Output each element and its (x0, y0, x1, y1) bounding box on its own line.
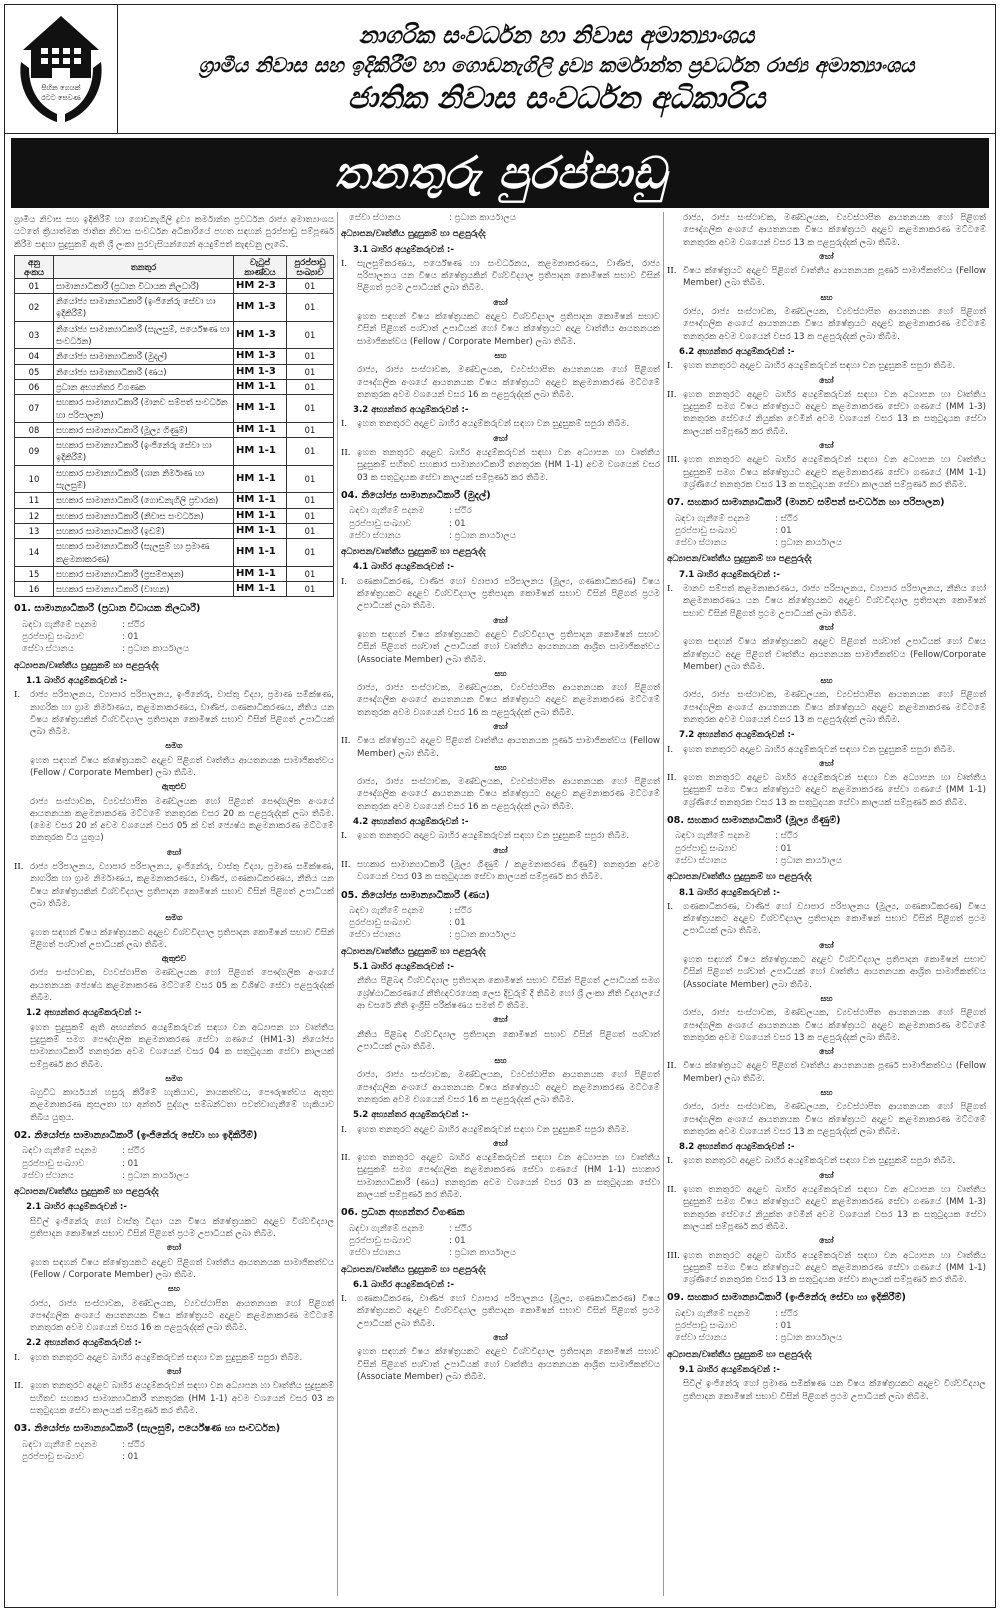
table-row (15, 395, 334, 423)
row-number: 09 (15, 438, 54, 466)
post-name: නියෝජ්‍ය සාමාන්‍යාධිකාරී (ණය) (54, 364, 234, 379)
vacancy-count: 01 (287, 395, 334, 423)
vacancy-count: 01 (287, 465, 334, 493)
post-name: නියෝජ්‍ය සාමාන්‍යාධිකාරී (සැලසුම්, පර්යේෂණ හා සංවර්ධන) (54, 321, 234, 349)
logo-text: සිහින ගෙයක් (41, 84, 81, 92)
vacancy-count: 01 (287, 278, 334, 293)
vacancy-count: 01 (287, 321, 334, 349)
titles (118, 5, 995, 133)
table-row (15, 379, 334, 394)
info-row: පුරප්පාඩු සංඛ්‍යාව : 01 (22, 632, 139, 643)
section-08-title: 08. සහකාර සාමාන්‍යාධිකාරී (මූල්‍ය ගිණුම්) (667, 815, 841, 827)
table-row (15, 465, 334, 493)
info-row: බඳවා ගැනීමේ පදනම : ස්ථිර (22, 619, 145, 630)
section-07-title: 07. සහකාර සාමාන්‍යාධිකාරී (මානව සම්පත් සංවර්ධන හා පරිපාලන) (667, 497, 945, 509)
column-2: සේවා ස්ථානය : ප්‍රධාන කාර්යාලය අධ්‍යාපන/වෘත්තීය සුදුසුකම් හා පළපුරුද්ද 3.1 බාහිර අයදුම්කරුවන් :- I. සැලසුම්කරණය, පර්යේෂණ හා සංවර්ධනය, කළමනාකරණය, වාණිජ, රාජ්‍ය පරිපාලනය යන විෂය ක්ෂේත්‍රයකින් විශ්වවිද්‍යාල ප්‍රතිපාදන කොමිෂන් සභාව විසින් පිළිගත් ප්‍රථම උපාධියක් ලබා තිබීම. හෝ ඉහත සඳහන් විෂය ක්ෂේත්‍රයකට අදාළව විශ්වවිද්‍යාල ප්‍රතිපාදන කොමිෂන් සභාව විසින් පිළිගත් පශ්චාත් උපාධියක් හෝ විෂය ක්ෂේත්‍රයට අදාළ වෘත්තීය ආයතනයක සාමාජිකත්වය (Fellow / Corporate Member) ලබා තිබීම. සහ රාජ්‍ය, රාජ්‍ය සංස්ථාවක, මණ්ඩලයක, ව්‍යවස්ථාපිත ආයතනයක හෝ පිළිගත් පෞද්ගලික අංශයේ ආයතනයක විෂය ක්ෂේත්‍රයට අදාළව කළමනාකරණ මට්ටමේ තනතුරක අවම වශයෙන් වසර 16 ක පළපුරුද්දක් ලබා තිබීම. 3.2 අභ්‍යන්තර අයදුම්කරුවන් :- I. ඉහත තනතුරට අදාළව බාහිර අයදුම්කරුවන් සඳහා වන සුදුසුකම් සපුරා තිබීම. හෝ II. ඉහත තනතුරට අදාළව බාහිර අයදුම්කරුවන් සඳහා වන අධ්‍යාපන හා වෘත්තීය සුදුසුකම් සහිතව සහකාර සාමාන්‍යාධිකාරී තනතුරක (HM 1-1) අවම වශයෙන් වසර 03 ක සතුටුදායක සේවා කාලයක් සම්පූර්ණ කර තිබීම. 04. නියෝජ්‍ය සාමාන්‍යාධිකාරී (මුදල්) බඳවා ගැනීමේ පදනම : ස්ථිර පුරප්පාඩු සංඛ්‍යාව : 01 සේවා ස්ථානය : ප්‍රධාන කාර්යාලය අධ්‍යාපන/වෘත්තීය සුදුසුකම් හා පළපුරුද්ද 4.1 බාහිර අයදුම්කරුවන් :- I. ගණකාධිකරණ, වාණිජ හෝ ව්‍යාපාර පරිපාලනය (මූල්‍ය, ගණකාධිකරණ) විෂය ක්ෂේත්‍රයකට අදාළව විශ්වවිද්‍යාල ප්‍රතිපාදන කොමිෂන් සභාව විසින් පිළිගත් ප්‍රථම උපාධියක් ලබා තිබීම. හෝ ඉහත සඳහන් විෂය ක්ෂේත්‍රයකට අදාළව විශ්වවිද්‍යාල ප්‍රතිපාදන කොමිෂන් සභාව විසින් පිළිගත් පශ්චාත් උපාධියක් හෝ වෘත්තීය ආයතනයක ආශ්‍රිත සාමාජිකත්වය (Associate Member) ලබා තිබීම. සහ රාජ්‍ය, රාජ්‍ය සංස්ථාවක, මණ්ඩලයක, ව්‍යවස්ථාපිත ආයතනයක හෝ පිළිගත් පෞද්ගලික අංශයේ ආයතනයක විෂය ක්ෂේත්‍රයට අදාළව කළමනාකරණ මට්ටමේ තනතුරක අවම වශයෙන් වසර 16 ක පළපුරුද්දක් ලබා තිබීම. හෝ II. විෂය ක්ෂේත්‍රයට අදාළව පිළිගත් වෘත්තීය ආයතනයක පූර්ණ සාමාජිකත්වය (Fellow Member) ලබා තිබීම. සහ රාජ්‍ය, රාජ්‍ය සංස්ථාවක, මණ්ඩලයක, ව්‍යවස්ථාපිත ආයතනයක හෝ පිළිගත් පෞද්ගලික අංශයේ ආයතනයක විෂය ක්ෂේත්‍රයට අදාළව කළමනාකරණ මට්ටමේ තනතුරක අවම වශයෙන් වසර 16 ක පළපුරුද්දක් ලබා තිබීම. 4.2 අභ්‍යන්තර අයදුම්කරුවන් :- I. ඉහත තනතුරට අදාළව බාහිර අයදුම්කරුවන් සඳහා වන සුදුසුකම් සපුරා තිබීම. හෝ II. සහකාර සාමාන්‍යාධිකාරී (මූල්‍ය ගිණුම් / කළමනාකරණ ගිණුම්) තනතුරක අවම වශයෙන් වසර 03 ක සතුටුදායක සේවා කාලයක් සම්පූර්ණ කර තිබීම. 05. නියෝජ්‍ය සාමාන්‍යාධිකාරී (ණය) බඳවා ගැනීමේ පදනම : ස්ථිර පුරප්පාඩු සංඛ්‍යාව : 01 සේවා ස්ථානය : ප්‍රධාන කාර්යාලය අධ්‍යාපන/වෘත්තීය සුදුසුකම් හා පළපුරුද්ද 5.1 බාහිර අයදුම්කරුවන් :- නීතිය පිළිබඳ විශ්වවිද්‍යාල ප්‍රතිපාදන කොමිෂන් සභාව විසින් පිළිගත් උපාධියක් සමග ශ්‍රේෂ්ඨාධිකරණයේ නීතිඥවරයෙකු ලෙස දිවුරුම් දී තිබීම හෝ ශ්‍රී ලංකා නීති විද්‍යාලයේ ආ වසරේ නීති ඉංග්‍රීසි පරීක්ෂණය සමත් වී තිබීම. හෝ නීතිය පිළිබඳ විශ්වවිද්‍යාල ප්‍රතිපාදන කොමිෂන් සභාව විසින් පිළිගත් පශ්චාත් උපාධියක් ලබා තිබීම. සහ රාජ්‍ය, රාජ්‍ය සංස්ථාවක, මණ්ඩලයක, ව්‍යවස්ථාපිත ආයතනයක හෝ පිළිගත් පෞද්ගලික අංශයේ ආයතනයක විෂය ක්ෂේත්‍රයට අදාළව කළමනාකරණ මට්ටමේ තනතුරක අවම වශයෙන් වසර 16 ක පළපුරුද්දක් ලබා තිබීම. 5.2 අභ්‍යන්තර අයදුම්කරුවන් :- I. ඉහත තනතුරට අදාළව බාහිර අයදුම්කරුවන් සඳහා වන සුදුසුකම් සපුරා තිබීම. හෝ II. ඉහත තනතුරට අදාළව බාහිර අයදුම්කරුවන් සඳහා වන අධ්‍යාපන හා වෘත්තීය සුදුසුකම් සමග පෞද්ගලික කළමනාකරණ සේවා ගණයේ (HM 1-1) සහකාර සාමාන්‍යාධිකාරී (ණය) තනතුරක අවම වශයෙන් වසර 03 ක සතුටුදායක සේවා කාලයක් සම්පූර්ණ කර තිබීම. 06. ප්‍රධාන අභ්‍යන්තර විගණක බඳවා ගැනීමේ පදනම : ස්ථිර පුරප්පාඩු සංඛ්‍යාව : 01 සේවා ස්ථානය : ප්‍රධාන කාර්යාලය අධ්‍යාපන/වෘත්තීය සුදුසුකම් හා පළපුරුද්ද 6.1 බාහිර අයදුම්කරුවන් :- I. ගණකාධිකරණ, වාණිජ හෝ ව්‍යාපාර පරිපාලනය (මූල්‍ය, ගණකාධිකරණ) විෂය ක්ෂේත්‍රයකට අදාළව විශ්වවිද්‍යාල ප්‍රතිපාදන කොමිෂන් සභාව විසින් පිළිගත් ප්‍රථම උපාධියක් ලබා තිබීම. හෝ ඉහත සඳහන් විෂය ක්ෂේත්‍රයකට අදාළව විශ්වවිද්‍යාල ප්‍රතිපාදන කොමිෂන් සභාව විසින් පිළිගත් පශ්චාත් උපාධියක් හෝ වෘත්තීය ආයතනයක ආශ්‍රිත සාමාජිකත්වය (Associate Member) ලබා තිබීම. (337, 212, 663, 1596)
table-row (15, 493, 334, 508)
vacancies-banner: තනතුරු පුරප්පාඩු (11, 138, 989, 208)
row-number: 03 (15, 321, 54, 349)
vacancy-count: 01 (287, 582, 334, 597)
row-number: 11 (15, 493, 54, 508)
svg-text:රටට සෙවණ: රටට සෙවණ (41, 94, 81, 102)
logo (5, 5, 118, 133)
post-name: නියෝජ්‍ය සාමාන්‍යාධිකාරී (ඉංජිනේරු සේවා හා ඉදිකිරීම්) (54, 294, 234, 322)
table-row (15, 566, 334, 581)
salary-grade: HM 1-1 (234, 566, 287, 581)
vacancy-count: 01 (287, 364, 334, 379)
table-row (15, 349, 334, 364)
vacancy-count: 01 (287, 349, 334, 364)
column-1: ග්‍රාමීය නිවාස සහ ඉදිකිරීම් හා ගොඩනැගිලි ද්‍රව්‍ය කර්මාන්ත ප්‍රවර්ධන රාජ්‍ය අමාත්‍යාංශය යටතේ ක්‍රියාත්මක ජාතික නිවාස සංවර්ධන අධිකාරියේ පහත සඳහන් පුරප්පාඩු සම්පූර්ණ කිරීම සඳහා සුදුසුකම් ඇති ශ්‍රී ලංකා පුරවැසියන්ගෙන් අයදුම්පත් කැඳවනු ලැබේ. අනු අංකය තනතුර වැටුප් කාණ්ඩය පුරප්පාඩු සංඛ්‍යාව 01 සාමාන්‍යාධිකාරී (ප්‍රධාන විධායක නිලධාරී) HM 2-3 01 02 නියෝජ්‍ය සාමාන්‍යාධිකාරී (ඉංජිනේරු සේවා හා ඉදිකිරීම්) HM 1-3 01 03 නියෝජ්‍ය සාමාන්‍යාධිකාරී (සැලසුම්, පර්යේෂණ හා සංවර්ධන) HM 1-3 01 04 නියෝජ්‍ය සාමාන්‍යාධිකාරී (මුදල්) HM 1-3 01 05 නියෝජ්‍ය සාමාන්‍යාධිකාරී (ණය) HM 1-3 01 06 ප්‍රධාන අභ්‍යන්තර විගණක HM 1-1 01 07 සහකාර සාමාන්‍යාධිකාරී (මානව සම්පත් සංවර්ධන හා පරිපාලන) HM 1-1 01 08 සහකාර සාමාන්‍යාධිකාරී (මූල්‍ය ගිණුම්) HM 1-1 01 09 සහකාර සාමාන්‍යාධිකාරී (ඉංජිනේරු සේවා හා ඉදිකිරීම්) HM 1-1 01 10 සහකාර සාමාන්‍යාධිකාරී (ශාන නිර්මාණ හා සැලසුම්) HM 1-1 01 11 සහකාර සාමාන්‍යාධිකාරී (ගොඩනැගිලි ප්‍රචාරක) HM 1-1 01 12 සහකාර සාමාන්‍යාධිකාරී (නිවාස සංවර්ධන) HM 1-1 01 13 සහකාර සාමාන්‍යාධිකාරී (ඉඩම්) HM 1-1 01 14 සහකාර සාමාන්‍යාධිකාරී (සැලසුම් හා ප්‍රමාණ කළමනාකරණ) HM 1-1 01 15 සහකාර සාමාන්‍යාධිකාරී (ප්‍රසම්පාදන) HM 1-1 01 16 සහකාර සාමාන්‍යාධිකාරී (වාහන) HM 1-1 01 01. සාමාන්‍යාධිකාරී (ප්‍රධාන විධායක නිලධාරී) බඳවා ගැනීමේ පදනම : ස්ථිර පුරප්පාඩු සංඛ්‍යාව : 01 සේවා ස්ථානය : ප්‍රධාන කාර්යාලය අධ්‍යාපන/වෘත්තීය සුදුසුකම් හා පළපුරුද්ද 1.1 බාහිර අයදුම්කරුවන් :- I. රාජ්‍ය පරිපාලනය, ව්‍යාපාර පරිපාලනය, ඉංජිනේරු, වාස්තු විද්‍යා, ප්‍රමාණ සමීක්ෂණ, නාගරික හා ග්‍රාම නිර්මාණය, කළමනාකරණය, වාණිජ, ගණකාධිකරණය, නීතිය යන විෂය ක්ෂේත්‍රයකින් විශ්වවිද්‍යාල ප්‍රතිපාදන කොමිෂන් සභාව විසින් පිළිගත් උපාධියක් ලබා තිබීම. සමග ඉහත සඳහන් විෂය ක්ෂේත්‍රයකට අදාළව පිළිගත් වෘත්තීය ආයතනයක සාමාජිකත්වය (Fellow / Corporate Member) ලබා තිබීම. ඇතුළුව රාජ්‍ය සංස්ථාවක, ව්‍යවස්ථාපිත මණ්ඩලයක හෝ පිළිගත් පෞද්ගලික අංශයේ ආයතනයක කළමනාකරණ මට්ටමේ තනතුරක වසර 20 ක පළපුරුද්දක් ලබා තිබීම. (මෙම වසර 20 න් අවම වශයෙන් වසර 05 ක් වත් ජ්‍යෙෂ්ඨ කළමනාකරණ මට්ටමේ තනතුරක විය යුතුය) හෝ II. රාජ්‍ය පරිපාලනය, ව්‍යාපාර පරිපාලනය, ඉංජිනේරු, වාස්තු විද්‍යා, ප්‍රමාණ සමීක්ෂණ, නාගරික හා ග්‍රාම නිර්මාණය, කළමනාකරණය, වාණිජ, ගණකාධිකරණය, නීතිය යන විෂය ක්ෂේත්‍රයකින් විශ්වවිද්‍යාල ප්‍රතිපාදන කොමිෂන් සභාව විසින් පිළිගත් උපාධියක් ලබා තිබීම. සමග ඉහත සඳහන් විෂය ක්ෂේත්‍රයකට අදාළව විශ්වවිද්‍යාල ප්‍රතිපාදන කොමිෂන් සභාව විසින් පිළිගත් පශ්චාත් උපාධියක් ලබා තිබීම. ඇතුළුව රාජ්‍ය සංස්ථාවක, ව්‍යවස්ථාපිත මණ්ඩලයක හෝ පිළිගත් පෞද්ගලික අංශයේ ආයතනයක ජ්‍යෙෂ්ඨ කළමනාකරණ මට්ටමේ වසර 05 ක විශිෂ්ට සේවා පළපුරුද්දක් තිබීම. 1.2 අභ්‍යන්තර අයදුම්කරුවන් :- ඉහත සුදුසුකම් ඇති අභ්‍යන්තර අයදුම්කරුවන් සඳහා වන අධ්‍යාපන හා වෘත්තීය සුදුසුකම් සමග පෞද්ගලික කළමනාකරණ සේවා ගණයේ (HM1-3) නියෝජ්‍ය සාමාන්‍යාධිකාරී තනතුරක අවම වශයෙන් වසර 04 ක සතුටුදායක සේවා කාලයක් සම්පූර්ණ කර තිබීම. සමග බහුවිධ කාර්යයන් හසුරු කිරීමේ හැකියාව, නායකත්වය, පෞරුෂත්වය ඇතුළු කළමනාකරණ කුසලතා හා අන්තර් පුද්ගල සම්බන්ධතා පවත්වාගැනීමේ හැකියාව තිබිය යුතුය. 02. නියෝජ්‍ය සාමාන්‍යාධිකාරී (ඉංජිනේරු සේවා හා ඉදිකිරීම්) බඳවා ගැනීමේ පදනම : ස්ථිර පුරප්පාඩු සංඛ්‍යාව : 01 සේවා ස්ථානය : ප්‍රධාන කාර්යාලය අධ්‍යාපන/වෘත්තීය සුදුසුකම් හා පළපුරුද්ද 2.1 බාහිර අයදුම්කරුවන් :- සිවිල් ඉංජිනේරු හෝ වාස්තු විද්‍යා යන විෂය ක්ෂේත්‍රයකට අදාළව විශ්වවිද්‍යාල ප්‍රතිපාදන කොමිෂන් සභාව විසින් පිළිගත් ප්‍රථම උපාධියක් ලබා තිබීම. හෝ ඉහත සඳහන් විෂය ක්ෂේත්‍රයකට අදාළව පිළිගත් වෘත්තීය ආයතනයක සාමාජිකත්වය (Fellow / Corporate Member) ලබා තිබීම. සහ රාජ්‍ය, රාජ්‍ය සංස්ථාවක, මණ්ඩලයක, ව්‍යවස්ථාපිත ආයතනයක හෝ පිළිගත් පෞද්ගලික අංශයේ ආයතනයක විෂය ක්ෂේත්‍රයට අදාළව කළමනාකරණ මට්ටමේ තනතුරක අවම වශයෙන් වසර 16 ක පළපුරුද්දක් ලබා තිබීම. 2.2 අභ්‍යන්තර අයදුම්කරුවන් :- I. ඉහත තනතුරට අදාළව බාහිර අයදුම්කරුවන් සඳහා වන සුදුසුකම් සපුරා තිබීම. හෝ II. ඉහත තනතුරට අදාළව බාහිර අයදුම්කරුවන් සඳහා වන අධ්‍යාපන හා වෘත්තීය සුදුසුකම් සහිතව සහකාර සාමාන්‍යාධිකාරී තනතුරක (HM 1-1) අවම වශයෙන් වසර 03 ක සතුටුදායක සේවා කාලයක් සම්පූර්ණ කර තිබීම. 03. නියෝජ්‍ය සාමාන්‍යාධිකාරී (සැලසුම්, පර්යේෂණ හා සංවර්ධන) බඳවා ගැනීමේ පදනම : ස්ථිර පුරප්පාඩු සංඛ්‍යාව : 01 (14, 215, 334, 1462)
row-number: 08 (15, 422, 54, 437)
row-number: 15 (15, 566, 54, 581)
row-number: 14 (15, 539, 54, 567)
post-name: සහකාර සාමාන්‍යාධිකාරී (නිවාස සංවර්ධන) (54, 508, 234, 523)
salary-grade: HM 1-1 (234, 438, 287, 466)
house-hands-logo-icon (13, 10, 109, 128)
post-name: සහකාර සාමාන්‍යාධිකාරී (ඉංජිනේරු සේවා හා ඉදිකිරීම්) (54, 438, 234, 466)
section-02-title: 02. නියෝජ්‍ය සාමාන්‍යාධිකාරී (ඉංජිනේරු සේවා හා ඉදිකිරීම්) (14, 1130, 258, 1141)
post-name: සහකාර සාමාන්‍යාධිකාරී (මානව සම්පත් සංවර්ධන හා පරිපාලන) (54, 395, 234, 423)
table-row (15, 539, 334, 567)
authority-title: ජාතික නිවාස සංවර්ධන අධිකාරිය (347, 80, 766, 116)
col-header-count: පුරප්පාඩු සංඛ්‍යාව (287, 255, 334, 278)
vacancy-count: 01 (287, 379, 334, 394)
salary-grade: HM 1-3 (234, 364, 287, 379)
state-ministry-title: ග්‍රාමීය නිවාස සහ ඉදිකිරීම් හා ගොඩනැගිලි ද්‍රව්‍ය කර්මාන්ත ප්‍රවර්ධන රාජ්‍ය අමාත්‍යාංශය (198, 52, 915, 77)
table-row (15, 278, 334, 293)
row-number: 10 (15, 465, 54, 493)
salary-grade: HM 1-1 (234, 539, 287, 567)
post-name: නියෝජ්‍ය සාමාන්‍යාධිකාරී (මුදල්) (54, 349, 234, 364)
row-number: 07 (15, 395, 54, 423)
section-06-title: 06. ප්‍රධාන අභ්‍යන්තර විගණක (341, 1207, 465, 1219)
row-number: 12 (15, 508, 54, 523)
salary-grade: HM 1-1 (234, 465, 287, 493)
header (5, 5, 995, 134)
salary-grade: HM 1-3 (234, 349, 287, 364)
table-row (15, 294, 334, 322)
post-name: සහකාර සාමාන්‍යාධිකාරී (වාහන) (54, 582, 234, 597)
section-09-title: 09. සහකාර සාමාන්‍යාධිකාරී (ඉංජිනේරු සේවා හා ඉදිකිරීම්) (667, 1292, 906, 1304)
row-number: 04 (15, 349, 54, 364)
salary-grade: HM 1-3 (234, 294, 287, 322)
salary-grade: HM 1-1 (234, 523, 287, 538)
columns (11, 212, 989, 1596)
salary-grade: HM 1-1 (234, 508, 287, 523)
table-row (15, 523, 334, 538)
row-number: 05 (15, 364, 54, 379)
table-row (15, 508, 334, 523)
table-row (15, 438, 334, 466)
section-03-title: 03. නියෝජ්‍ය සාමාන්‍යාධිකාරී (සැලසුම්, පර්යේෂණ හා සංවර්ධන) (14, 1423, 281, 1435)
row-number: 01 (15, 278, 54, 293)
row-number: 02 (15, 294, 54, 322)
list-item: I. රාජ්‍ය පරිපාලනය, ව්‍යාපාර පරිපාලනය, ඉංජිනේරු, වාස්තු විද්‍යා, ප්‍රමාණ සමීක්ෂණ, නාගරික හා ග්‍රාම නිර්මාණය, කළමනාකරණය, වාණිජ, ගණකාධිකරණය, නීතිය යන විෂය ක්ෂේත්‍රයකින් විශ්වවිද්‍යාල ප්‍රතිපාදන කොමිෂන් සභාව විසින් පිළිගත් උපාධියක් ලබා තිබීම. (14, 690, 334, 738)
row-number: 16 (15, 582, 54, 597)
subheading: 1.2 අභ්‍යන්තර අයදුම්කරුවන් :- (26, 1008, 142, 1019)
vacancy-count: 01 (287, 523, 334, 538)
row-number: 06 (15, 379, 54, 394)
post-name: සහකාර සාමාන්‍යාධිකාරී (ගොඩනැගිලි ප්‍රචාරක) (54, 493, 234, 508)
post-name: සහකාර සාමාන්‍යාධිකාරී (ශාන නිර්මාණ හා සැලසුම්) (54, 465, 234, 493)
salary-grade: HM 1-3 (234, 321, 287, 349)
col-header-post: තනතුර (54, 255, 234, 278)
vacancy-count: 01 (287, 422, 334, 437)
ministry-title: නාගරික සංවර්ධන හා නිවාස අමාත්‍යාංශය (358, 22, 755, 49)
section-01-title: 01. සාමාන්‍යාධිකාරී (ප්‍රධාන විධායක නිලධාරී) (14, 603, 201, 615)
post-name: ප්‍රධාන අභ්‍යන්තර විගණක (54, 379, 234, 394)
vacancy-count: 01 (287, 294, 334, 322)
col-header-no: අනු අංකය (15, 255, 54, 278)
post-name: සහකාර සාමාන්‍යාධිකාරී (මූල්‍ය ගිණුම්) (54, 422, 234, 437)
vacancy-table (14, 255, 334, 598)
vacancy-count: 01 (287, 539, 334, 567)
salary-grade: HM 1-1 (234, 493, 287, 508)
list-item: II. රාජ්‍ය පරිපාලනය, ව්‍යාපාර පරිපාලනය, ඉංජිනේරු, වාස්තු විද්‍යා, ප්‍රමාණ සමීක්ෂණ, නාගරික හා ග්‍රාම නිර්මාණය, කළමනාකරණය, වාණිජ, ගණකාධිකරණය, නීතිය යන විෂය ක්ෂේත්‍රයකින් විශ්වවිද්‍යාල ප්‍රතිපාදන කොමිෂන් සභාව විසින් පිළිගත් උපාධියක් ලබා තිබීම. (14, 862, 334, 909)
table-row (15, 364, 334, 379)
salary-grade: HM 1-1 (234, 379, 287, 394)
table-row (15, 422, 334, 437)
section-04-title: 04. නියෝජ්‍ය සාමාන්‍යාධිකාරී (මුදල්) (341, 489, 491, 501)
post-name: සහකාර සාමාන්‍යාධිකාරී (ප්‍රසම්පාදන) (54, 566, 234, 581)
post-name: සහකාර සාමාන්‍යාධිකාරී (ඉඩම්) (54, 523, 234, 538)
salary-grade: HM 1-1 (234, 422, 287, 437)
vacancy-count: 01 (287, 438, 334, 466)
column-3: රාජ්‍ය, රාජ්‍ය සංස්ථාවක, මණ්ඩලයක, ව්‍යවස්ථාපිත ආයතනයක හෝ පිළිගත් පෞද්ගලික අංශයේ ආයතනයක විෂය ක්ෂේත්‍රයට අදාළව කළමනාකරණ මට්ටමේ තනතුරක අවම වශයෙන් වසර 13 ක පළපුරුද්දක් ලබා තිබීම. හෝ II. විෂය ක්ෂේත්‍රයට අදාළව පිළිගත් වෘත්තීය ආයතනයක පූර්ණ සාමාජිකත්වය (Fellow Member) ලබා තිබීම. සහ රාජ්‍ය, රාජ්‍ය සංස්ථාවක, මණ්ඩලයක, ව්‍යවස්ථාපිත ආයතනයක හෝ පිළිගත් පෞද්ගලික අංශයේ ආයතනයක විෂය ක්ෂේත්‍රයට අදාළව කළමනාකරණ මට්ටමේ තනතුරක අවම වශයෙන් වසර 13 ක පළපුරුද්දක් ලබා තිබීම. 6.2 අභ්‍යන්තර අයදුම්කරුවන් :- I. ඉහත තනතුරට අදාළව බාහිර අයදුම්කරුවන් සඳහා වන සුදුසුකම් සපුරා තිබීම. හෝ II. ඉහත තනතුරට අදාළව බාහිර අයදුම්කරුවන් සඳහා වන අධ්‍යාපන හා වෘත්තීය සුදුසුකම් සමග විෂය ක්ෂේත්‍රයට අදාළව කළමනාකරණ සේවා ගණයේ (MM 1-3) තනතුරක සේවයේ නියුක්ත වෙමින් අවම වශයෙන් වසර 13 ක සතුටුදායක සේවා කාලයක් සම්පූර්ණ කර තිබීම. හෝ III. ඉහත තනතුරට අදාළව බාහිර අයදුම්කරුවන් සඳහා වන අධ්‍යාපන හා වෘත්තීය සුදුසුකම් සමග විෂය ක්ෂේත්‍රයට අදාළව කළමනාකරණ සේවා ගණයේ (MM 1-1) ශ්‍රේණියේ තනතුරක වසර 13 ක සතුටුදායක සේවා කාලයක් සම්පූර්ණ කර තිබීම. 07. සහකාර සාමාන්‍යාධිකාරී (මානව සම්පත් සංවර්ධන හා පරිපාලන) බඳවා ගැනීමේ පදනම : ස්ථිර පුරප්පාඩු සංඛ්‍යාව : 01 සේවා ස්ථානය : ප්‍රධාන කාර්යාලය අධ්‍යාපන/වෘත්තීය සුදුසුකම් හා පළපුරුද්ද 7.1 බාහිර අයදුම්කරුවන් :- I. මානව සම්පත් කළමනාකරණය, රාජ්‍ය පරිපාලනය, ව්‍යාපාර පරිපාලනය, නීතිය හෝ කළමනාකරණය යන විෂය ක්ෂේත්‍රයකට අදාළව විශ්වවිද්‍යාල ප්‍රතිපාදන කොමිෂන් සභාව විසින් පිළිගත් ප්‍රථම උපාධියක් ලබා තිබීම. හෝ ඉහත සඳහන් විෂය ක්ෂේත්‍රයකට අදාළව පිළිගත් පශ්චාත් උපාධියක් හෝ විෂය ක්ෂේත්‍රයට අදාළ පිළිගත් වෘත්තීය ආයතනයක සාමාජිකත්වය (Fellow/Corporate Member) ලබා තිබීම. සහ රාජ්‍ය, රාජ්‍ය සංස්ථාවක, මණ්ඩලයක, ව්‍යවස්ථාපිත ආයතනයක හෝ පිළිගත් පෞද්ගලික අංශයේ ආයතනයක විෂය ක්ෂේත්‍රයට අදාළව කළමනාකරණ මට්ටමේ තනතුරක අවම වශයෙන් වසර 13 ක පළපුරුද්දක් ලබා තිබීම. 7.2 අභ්‍යන්තර අයදුම්කරුවන් :- I. ඉහත තනතුරට අදාළව බාහිර අයදුම්කරුවන් සඳහා වන සුදුසුකම් සපුරා තිබීම. හෝ II. ඉහත තනතුරට අදාළව බාහිර අයදුම්කරුවන් සඳහා වන අධ්‍යාපන හා වෘත්තීය සුදුසුකම් සමග විෂය ක්ෂේත්‍රයට අදාළව කළමනාකරණ සේවා ගණයේ (MM 1-1) ශ්‍රේණියේ තනතුරක වසර 13 ක සතුටුදායක සේවා කාලයක් සම්පූර්ණ කර තිබීම. 08. සහකාර සාමාන්‍යාධිකාරී (මූල්‍ය ගිණුම්) බඳවා ගැනීමේ පදනම : ස්ථිර පුරප්පාඩු සංඛ්‍යාව : 01 සේවා ස්ථානය : ප්‍රධාන කාර්යාලය අධ්‍යාපන/වෘත්තීය සුදුසුකම් හා පළපුරුද්ද 8.1 බාහිර අයදුම්කරුවන් :- I. ගණකාධිකරණ, වාණිජ හෝ ව්‍යාපාර පරිපාලනය (මූල්‍ය, ගණකාධිකරණ) විෂය ක්ෂේත්‍රයකට අදාළව විශ්වවිද්‍යාල ප්‍රතිපාදන කොමිෂන් සභාව විසින් පිළිගත් ප්‍රථම උපාධියක් ලබා තිබීම. හෝ ඉහත සඳහන් විෂය ක්ෂේත්‍රයකට අදාළව විශ්වවිද්‍යාල ප්‍රතිපාදන කොමිෂන් සභාව විසින් පිළිගත් පශ්චාත් උපාධියක් හෝ වෘත්තීය ආයතනයක ආශ්‍රිත සාමාජිකත්වය (Associate Member) ලබා තිබීම. සහ රාජ්‍ය, රාජ්‍ය සංස්ථාවක, මණ්ඩලයක, ව්‍යවස්ථාපිත ආයතනයක හෝ පිළිගත් පෞද්ගලික අංශයේ ආයතනයක විෂය ක්ෂේත්‍රයට අදාළව කළමනාකරණ මට්ටමේ තනතුරක අවම වශයෙන් වසර 13 ක පළපුරුද්දක් ලබා තිබීම. හෝ II. විෂය ක්ෂේත්‍රයට අදාළව පිළිගත් වෘත්තීය ආයතනයක පූර්ණ සාමාජිකත්වය (Fellow Member) ලබා තිබීම. සහ රාජ්‍ය, රාජ්‍ය සංස්ථාවක, මණ්ඩලයක, ව්‍යවස්ථාපිත ආයතනයක හෝ පිළිගත් පෞද්ගලික අංශයේ ආයතනයක විෂය ක්ෂේත්‍රයට අදාළව කළමනාකරණ මට්ටමේ තනතුරක අවම වශයෙන් වසර 13 ක පළපුරුද්දක් ලබා තිබීම. 8.2 අභ්‍යන්තර අයදුම්කරුවන් :- I. ඉහත තනතුරට අදාළව බාහිර අයදුම්කරුවන් සඳහා වන සුදුසුකම් සපුරා තිබීම. හෝ II. ඉහත තනතුරට අදාළව බාහිර අයදුම්කරුවන් සඳහා වන අධ්‍යාපන හා වෘත්තීය සුදුසුකම් සමග විෂය ක්ෂේත්‍රයට අදාළව කළමනාකරණ සේවා ගණයේ (MM 1-3) තනතුරක සේවයේ නියුක්ත වෙමින් අවම වශයෙන් වසර 13 ක සතුටුදායක සේවා කාලයක් සම්පූර්ණ කර තිබීම. හෝ III. ඉහත තනතුරට අදාළව බාහිර අයදුම්කරුවන් සඳහා වන අධ්‍යාපන හා වෘත්තීය සුදුසුකම් සමග විෂය ක්ෂේත්‍රයට අදාළව කළමනාකරණ සේවා ගණයේ (MM 1-1) ශ්‍රේණියේ තනතුරක වසර 13 ක සතුටුදායක සේවා කාලයක් සම්පූර්ණ කර තිබීම. 09. සහකාර සාමාන්‍යාධිකාරී (ඉංජිනේරු සේවා හා ඉදිකිරීම්) බඳවා ගැනීමේ පදනම : ස්ථිර පුරප්පාඩු සංඛ්‍යාව : 01 සේවා ස්ථානය : ප්‍රධාන කාර්යාලය අධ්‍යාපන/වෘත්තීය සුදුසුකම් හා පළපුරුද්ද 9.1 බාහිර අයදුම්කරුවන් :- සිවිල් ඉංජිනේරු හෝ ප්‍රමාණ සමීක්ෂණ යන විෂය ක්ෂේත්‍රයකට අදාළව විශ්වවිද්‍යාල ප්‍රතිපාදන කොමිෂන් සභාව විසින් පිළිගත් ප්‍රථම උපාධියක් ලබා තිබීම. (663, 212, 989, 1596)
table-row (15, 321, 334, 349)
col-header-grade: වැටුප් කාණ්ඩය (234, 255, 287, 278)
quals-heading: අධ්‍යාපන/වෘත්තීය සුදුසුකම් හා පළපුරුද්ද (14, 660, 159, 671)
salary-grade: HM 2-3 (234, 278, 287, 293)
post-name: සාමාන්‍යාධිකාරී (ප්‍රධාන විධායක නිලධාරී) (54, 278, 234, 293)
intro-text: ග්‍රාමීය නිවාස සහ ඉදිකිරීම් හා ගොඩනැගිලි ද්‍රව්‍ය කර්මාන්ත ප්‍රවර්ධන රාජ්‍ය අමාත්‍යාංශය යටතේ ක්‍රියාත්මක ජාතික නිවාස සංවර්ධන අධිකාරියේ පහත සඳහන් පුරප්පාඩු සම්පූර්ණ කිරීම සඳහා සුදුසුකම් ඇති ශ්‍රී ලංකා පුරවැසියන්ගෙන් අයදුම්පත් කැඳවනු ලැබේ. (14, 215, 334, 250)
row-number: 13 (15, 523, 54, 538)
info-row: සේවා ස්ථානය : ප්‍රධාන කාර්යාලය (22, 644, 190, 655)
vacancy-count: 01 (287, 508, 334, 523)
salary-grade: HM 1-1 (234, 582, 287, 597)
vacancy-count: 01 (287, 493, 334, 508)
vacancy-table-body (15, 278, 334, 597)
subheading: 1.1 බාහිර අයදුම්කරුවන් :- (26, 675, 127, 686)
table-row (15, 582, 334, 597)
vacancy-count: 01 (287, 566, 334, 581)
post-name: සහකාර සාමාන්‍යාධිකාරී (සැලසුම් හා ප්‍රමාණ කළමනාකරණ) (54, 539, 234, 567)
advertisement-page (4, 4, 996, 1608)
section-05-title: 05. නියෝජ්‍ය සාමාන්‍යාධිකාරී (ණය) (341, 889, 490, 901)
salary-grade: HM 1-1 (234, 395, 287, 423)
